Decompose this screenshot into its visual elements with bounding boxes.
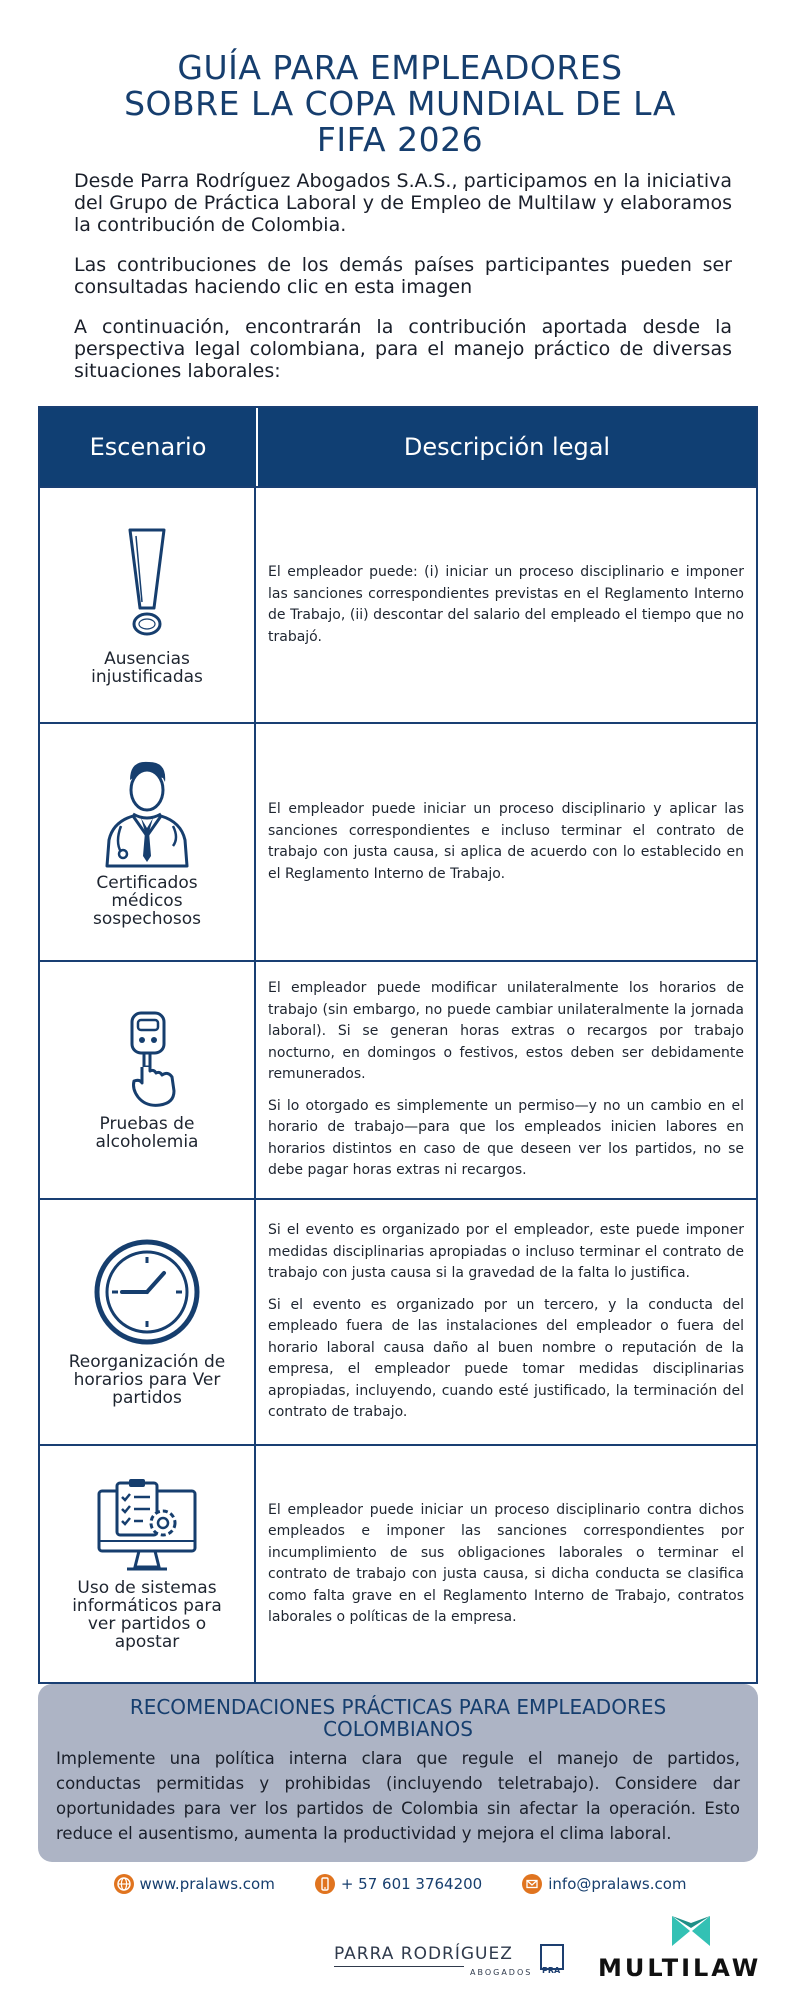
scenario-line: Ausencias [104, 649, 190, 669]
contact-bar [0, 1874, 800, 1894]
description-text: Si el evento es organizado por un tercero, y la conducta del empleado fuera de las instalaciones del empleador o fuera del horario laboral causa daño al buen nombre o reputación de la empresa, el empleador puede tomar medidas disciplinarias apropiadas, incluyendo, cuando esté justificado, la terminación del contrato de trabajo. [268, 1296, 744, 1421]
web-link[interactable]: www.pralaws.com [139, 1875, 275, 1893]
scenario-line: horarios para Ver [73, 1370, 221, 1390]
header-escenario: Escenario [40, 408, 258, 486]
scenario-line: Uso de sistemas [77, 1578, 217, 1598]
computer-checklist-icon [95, 1477, 199, 1573]
page-title [60, 50, 740, 158]
scenario-line: Reorganización de [68, 1352, 226, 1372]
scenario-line: sospechosos [92, 909, 201, 929]
scenario-line: partidos [112, 1388, 182, 1408]
title-line: SOBRE LA COPA MUNDIAL DE LA [124, 84, 676, 123]
exclamation-icon [112, 524, 182, 644]
mail-icon [522, 1874, 542, 1894]
clock-icon [92, 1237, 202, 1347]
parra-rodriguez-sub: ABOGADOS [470, 1968, 533, 1977]
title-line: FIFA 2026 [316, 120, 484, 159]
scenario-cell [40, 1446, 256, 1682]
title-line: GUÍA PARA EMPLEADORES [177, 48, 623, 87]
contact-phone[interactable] [315, 1874, 482, 1894]
description-text: Si el evento es organizado por el empleador, este puede imponer medidas disciplinarias apropiadas o incluso terminar el contrato de trabajo con justa causa si la gravedad de la falta lo justifica. [268, 1222, 744, 1282]
recommendations-body: Implemente una política interna clara que regule el manejo de partidos, conductas permitidas y prohibidas (incluyendo teletrabajo). Considere dar oportunidades para ver los partidos de Colombia sin afectar la operación. Esto reduce el ausentismo, aumenta la productividad y mejora el clima laboral. [56, 1749, 740, 1843]
description-cell [256, 488, 756, 722]
pra-badge-text: PRA [542, 1966, 561, 1975]
contact-email[interactable] [522, 1874, 686, 1894]
scenario-cell [40, 1200, 256, 1444]
description-text: El empleador puede iniciar un proceso disciplinario contra dichos empleados e imponer las sanciones correspondientes por incumplimiento de sus obligaciones laborales o terminar el contrato de trabajo con justa causa, si dicha conducta se clasifica como falta grave en el Reglamento Interno de Trabajo, contratos laborales o políticas de la empresa. [268, 1501, 744, 1625]
scenario-label [63, 1353, 232, 1407]
reco-title-line: RECOMENDACIONES PRÁCTICAS PARA EMPLEADORES [129, 1695, 667, 1719]
intro-paragraph-3: A continuación, encontrarán la contribución aportada desde la perspectiva legal colombiana, para el manejo práctico de diversas situaciones laborales: [74, 316, 732, 382]
doctor-icon [97, 756, 197, 868]
table-header [40, 408, 756, 486]
parra-rodriguez-logo-text: PARRA RODRÍGUEZ [334, 1944, 513, 1964]
scenario-line: Certificados [96, 873, 198, 893]
scenario-label [66, 1579, 228, 1651]
reco-title-line: COLOMBIANOS [323, 1717, 473, 1741]
scenario-label [87, 874, 207, 928]
intro-paragraph-2-link[interactable]: Las contribuciones de los demás países participantes pueden ser consultadas haciendo clic en esta imagen [74, 254, 732, 298]
globe-icon [114, 1874, 134, 1894]
scenario-line: apostar [114, 1632, 180, 1652]
scenario-cell [40, 962, 256, 1198]
phone-number[interactable]: + 57 601 3764200 [340, 1875, 483, 1893]
scenario-label [90, 1115, 205, 1151]
scenario-line: ver partidos o [87, 1614, 207, 1634]
scenario-label [85, 650, 209, 686]
recommendations-box [38, 1684, 758, 1862]
table-row [40, 722, 756, 960]
logo-divider [334, 1966, 464, 1967]
scenario-line: injustificadas [91, 667, 203, 687]
multilaw-logo-icon [670, 1914, 712, 1952]
logos-footer [330, 1900, 790, 1990]
breathalyzer-icon [112, 1009, 182, 1109]
scenario-line: médicos [111, 891, 183, 911]
intro-paragraph-1: Desde Parra Rodríguez Abogados S.A.S., participamos en la iniciativa del Grupo de Práctica Laboral y de Empleo de Multilaw y elaboramos la contribución de Colombia. [74, 170, 732, 236]
table-row [40, 960, 756, 1198]
multilaw-logo-text: MULTILAW [598, 1954, 762, 1982]
email-link[interactable]: info@pralaws.com [548, 1875, 687, 1893]
description-cell [256, 1446, 756, 1682]
description-text: Si lo otorgado es simplemente un permiso—y no un cambio en el horario de trabajo—para que los empleados inicien labores en horarios distintos en caso de que deseen ver los partidos, no se debe pagar horas extras ni recargos. [268, 1097, 744, 1179]
scenario-line: informáticos para [72, 1596, 222, 1616]
table-row [40, 486, 756, 722]
header-descripcion: Descripción legal [403, 433, 611, 461]
description-cell [256, 724, 756, 960]
table-row [40, 1444, 756, 1682]
contact-web[interactable] [114, 1874, 275, 1894]
description-cell [256, 962, 756, 1198]
scenario-cell [40, 724, 256, 960]
description-text: El empleador puede iniciar un proceso disciplinario y aplicar las sanciones correspondientes e incluso terminar el contrato de trabajo con justa causa, si aplica de acuerdo con lo establecido en el Reglamento Interno de Trabajo. [268, 801, 744, 882]
description-cell [256, 1200, 756, 1444]
table-row [40, 1198, 756, 1444]
scenario-cell [40, 488, 256, 722]
scenario-line: alcoholemia [95, 1132, 199, 1152]
phone-icon [315, 1874, 335, 1894]
recommendations-title [56, 1696, 740, 1740]
scenario-line: Pruebas de [99, 1114, 195, 1134]
scenario-table [38, 406, 758, 1684]
description-text: El empleador puede modificar unilateralmente los horarios de trabajo (sin embargo, no puede cambiar unilateralmente la jornada laboral). Si se generan horas extras o recargos por trabajo nocturno, en domingos o festivos, estos deben ser debidamente remunerados. [268, 980, 744, 1083]
description-text: El empleador puede: (i) iniciar un proceso disciplinario e imponer las sanciones correspondientes previstas en el Reglamento Interno de Trabajo, (ii) descontar del salario del empleado el tiempo que no trabajó. [268, 564, 744, 645]
